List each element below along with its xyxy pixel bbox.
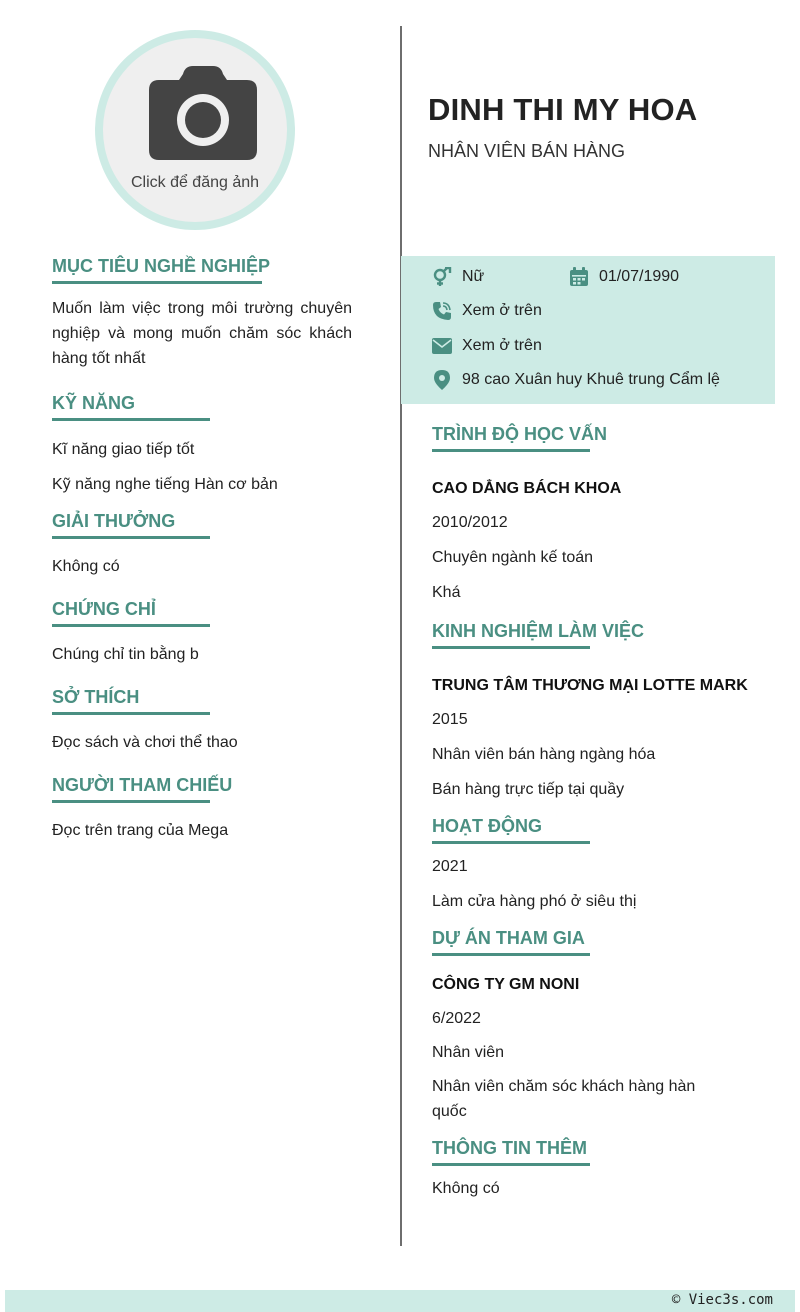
- location-pin-icon: [432, 370, 452, 390]
- experience-year: 2015: [432, 711, 468, 728]
- projects-title: DỰ ÁN THAM GIA: [432, 928, 590, 956]
- contact-email: [432, 336, 542, 356]
- education-grade: Khá: [432, 584, 461, 601]
- phone-value: Xem ở trên: [462, 302, 542, 319]
- birthday-value: 01/07/1990: [599, 268, 680, 285]
- email-icon: [432, 336, 452, 356]
- certificates-text: Chúng chỉ tin bằng b: [52, 646, 199, 663]
- column-divider: [400, 26, 402, 1246]
- phone-icon: [432, 301, 452, 321]
- email-value: Xem ở trên: [462, 337, 542, 354]
- certificates-section: [52, 599, 352, 667]
- right-column: [432, 424, 762, 1201]
- extra-section: [432, 1138, 762, 1201]
- extra-text: Không có: [432, 1180, 500, 1197]
- calendar-icon: [569, 267, 589, 287]
- footer-credit: © Viec3s.com: [671, 1292, 773, 1308]
- skills-section: [52, 393, 352, 497]
- gender-value: Nữ: [462, 268, 485, 285]
- activities-year: 2021: [432, 858, 468, 875]
- skills-title: KỸ NĂNG: [52, 393, 210, 421]
- experience-role: Nhân viên bán hàng ngàng hóa: [432, 746, 656, 763]
- experience-section: [432, 621, 762, 802]
- projects-section: [432, 928, 762, 1124]
- avatar-caption: Click để đăng ảnh: [130, 174, 260, 191]
- gender-icon: [432, 267, 452, 287]
- address-value: 98 cao Xuân huy Khuê trung Cẩm lệ: [462, 371, 720, 388]
- activities-title: HOẠT ĐỘNG: [432, 816, 590, 844]
- objective-title: MỤC TIÊU NGHỀ NGHIỆP: [52, 256, 262, 284]
- avatar-upload[interactable]: [95, 30, 295, 230]
- candidate-position: NHÂN VIÊN BÁN HÀNG: [428, 141, 626, 161]
- camera-icon: [149, 66, 257, 168]
- references-section: [52, 775, 352, 843]
- education-school: CAO DẲNG BÁCH KHOA: [432, 480, 622, 497]
- projects-company: CÔNG TY GM NONI: [432, 976, 580, 993]
- awards-text: Không có: [52, 558, 120, 575]
- references-title: NGƯỜI THAM CHIẾU: [52, 775, 210, 803]
- contact-panel: [401, 256, 775, 404]
- objective-text: Muốn làm việc trong môi trường chuyên nghiệp và mong muốn chăm sóc khách hàng tốt nhất: [52, 300, 352, 367]
- hobbies-section: [52, 687, 352, 755]
- contact-gender: [432, 267, 484, 287]
- projects-date: 6/2022: [432, 1010, 481, 1027]
- experience-company: TRUNG TÂM THƯƠNG MẠI LOTTE MARK: [432, 677, 748, 694]
- activities-desc: Làm cửa hàng phó ở siêu thị: [432, 893, 637, 910]
- education-period: 2010/2012: [432, 514, 508, 531]
- avatar-placeholder[interactable]: [103, 38, 287, 222]
- contact-birthday: [569, 267, 679, 287]
- left-column: [52, 256, 352, 843]
- education-section: [432, 424, 762, 605]
- education-title: TRÌNH ĐỘ HỌC VẤN: [432, 424, 590, 452]
- references-text: Đọc trên trang của Mega: [52, 822, 229, 839]
- skill-item: Kỹ năng nghe tiếng Hàn cơ bản: [52, 476, 278, 493]
- extra-title: THÔNG TIN THÊM: [432, 1138, 590, 1166]
- footer-bar: [5, 1290, 795, 1312]
- objective-section: [52, 256, 352, 371]
- experience-desc: Bán hàng trực tiếp tại quầy: [432, 781, 625, 798]
- awards-section: [52, 511, 352, 579]
- certificates-title: CHỨNG CHỈ: [52, 599, 210, 627]
- contact-phone: [432, 301, 542, 321]
- candidate-name: DINH THI MY HOA: [428, 92, 698, 127]
- contact-address: [432, 370, 720, 390]
- experience-title: KINH NGHIỆM LÀM VIỆC: [432, 621, 590, 649]
- education-major: Chuyên ngành kế toán: [432, 549, 594, 566]
- hobbies-title: SỞ THÍCH: [52, 687, 210, 715]
- projects-role: Nhân viên: [432, 1044, 505, 1061]
- skill-item: Kĩ năng giao tiếp tốt: [52, 441, 195, 458]
- activities-section: [432, 816, 762, 914]
- projects-desc: Nhân viên chăm sóc khách hàng hàn quốc: [432, 1078, 696, 1120]
- hobbies-text: Đọc sách và chơi thể thao: [52, 734, 238, 751]
- awards-title: GIẢI THƯỞNG: [52, 511, 210, 539]
